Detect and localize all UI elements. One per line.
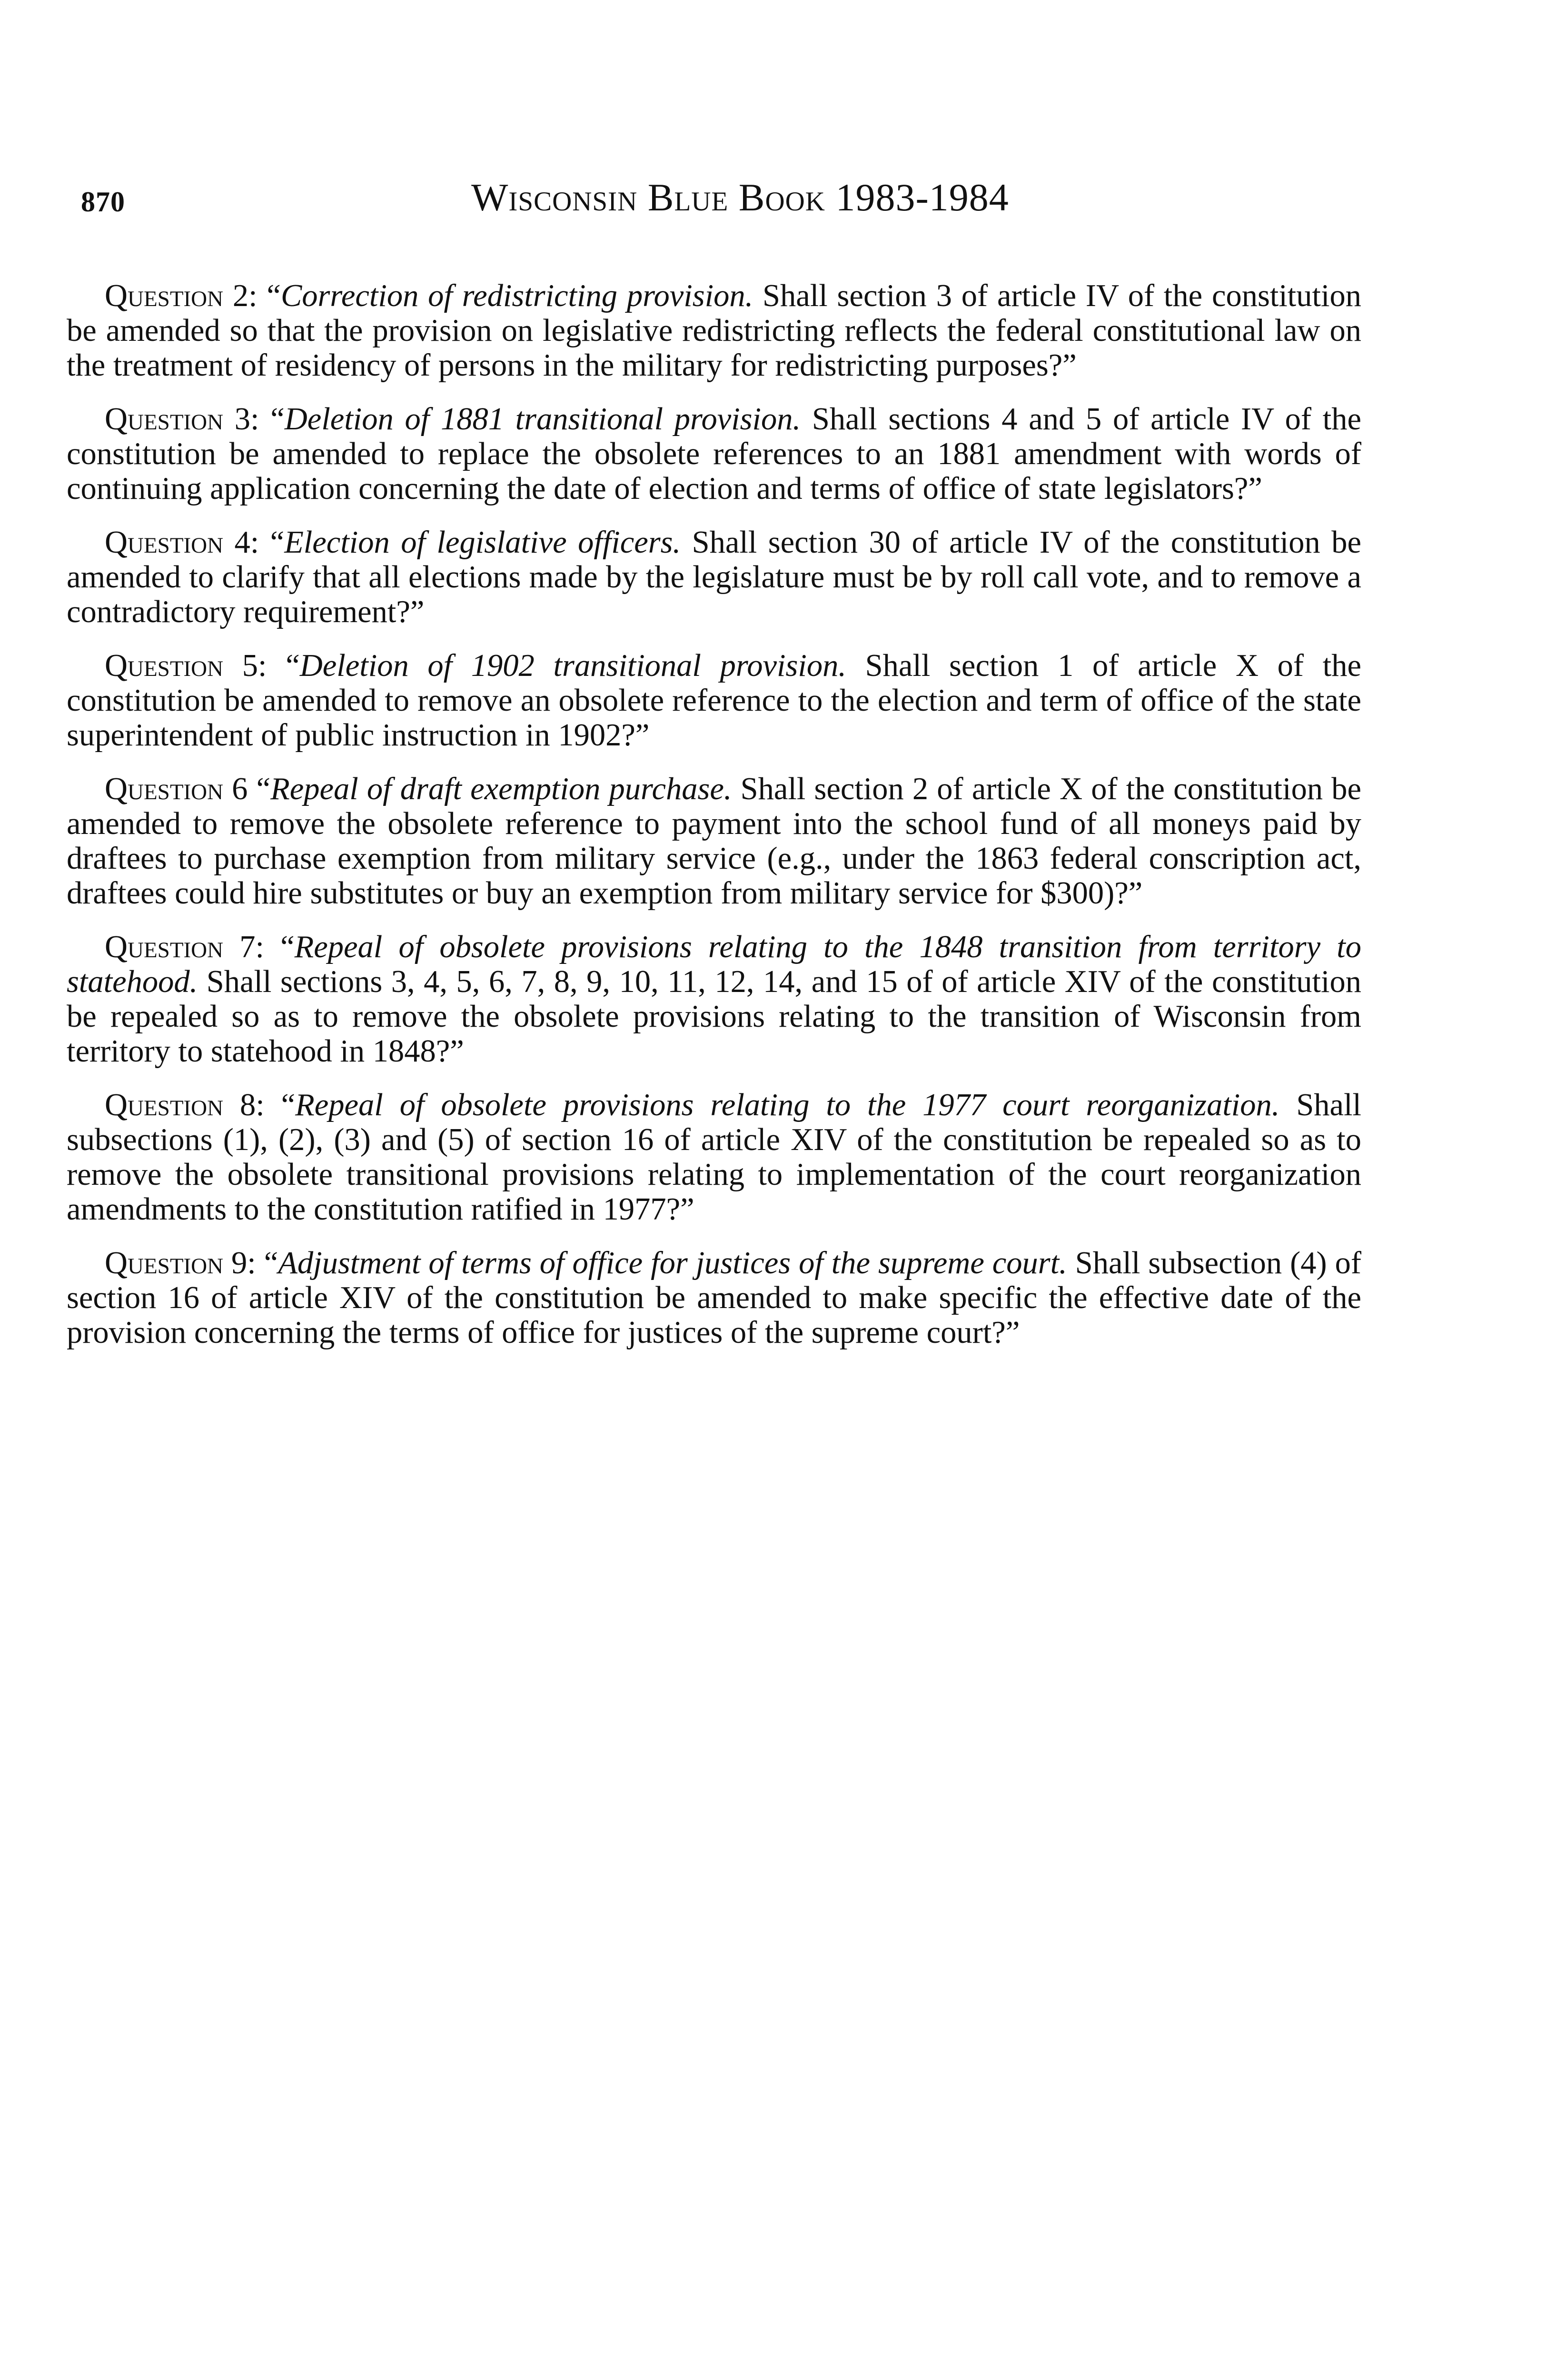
question-label: Question 8:: [105, 1088, 265, 1122]
ballot-questions: [67, 278, 1361, 1350]
question-title: Adjustment of terms of office for justices of the supreme court.: [278, 1246, 1067, 1280]
question-9: [67, 1246, 1361, 1350]
question-text: Shall section 2 of article X of the constitution be amended to remove the obsolete reference to payment into the school fund of all moneys paid by draftees to purchase exemption from military service (e.g., under the 1863 federal conscription act, draftees could hire substitutes or buy an exemption from military service for $300)?”: [67, 772, 1362, 911]
question-text: Shall sections 4 and 5 of article IV of the constitution be amended to replace the obsolete references to an 1881 amendment with words of continuing application concerning the date of election and terms of office of state legislators?”: [67, 402, 1361, 506]
question-text: Shall sections 3, 4, 5, 6, 7, 8, 9, 10, 11, 12, 14, and 15 of of article XIV of the constitution be repealed so as to remove the obsolete provisions relating to the transition of Wisconsin from territory to statehood in 1848?”: [67, 964, 1361, 1069]
question-7: [67, 930, 1361, 1069]
question-label: Question 7:: [105, 930, 264, 964]
question-title: Deletion of 1902 transitional provision.: [299, 648, 846, 683]
question-label: Question 4:: [105, 525, 259, 560]
question-3: [67, 402, 1361, 506]
question-label: Question 2:: [105, 278, 258, 313]
question-5: [67, 648, 1361, 753]
page-header: [0, 175, 1546, 232]
question-text: Shall section 30 of article IV of the constitution be amended to clarify that all elections made by the legislature must be by roll call vote, and to remove a contradictory requirement?”: [67, 525, 1361, 629]
open-quote: “: [267, 278, 281, 313]
question-8: [67, 1088, 1361, 1227]
question-label: Question 9:: [105, 1246, 256, 1280]
question-text: Shall section 3 of article IV of the constitution be amended so that the provision on legislative redistricting reflects the federal constitutional law on the treatment of residency of persons in the military for redistricting purposes?”: [67, 278, 1361, 383]
question-label: Question 3:: [105, 402, 259, 436]
question-text: Shall section 1 of article X of the constitution be amended to remove an obsolete reference to the election and term of office of the state superintendent of public instruction in 1902?”: [67, 648, 1361, 753]
question-label: Question 5:: [105, 648, 267, 683]
question-title: Correction of redistricting provision.: [280, 278, 753, 313]
question-4: [67, 525, 1361, 629]
running-title: Wisconsin Blue Book 1983-1984: [471, 176, 1009, 219]
open-quote: “: [280, 930, 295, 964]
open-quote: “: [270, 525, 285, 560]
open-quote: “: [286, 648, 300, 683]
question-title: Election of legislative officers.: [284, 525, 681, 560]
question-label: Question 6: [105, 772, 248, 806]
question-text: Shall subsection (4) of section 16 of article XIV of the constitution be amended to make specific the effective date of the provision concerning the terms of office for justices of the supreme court?”: [67, 1246, 1361, 1350]
question-title: Repeal of obsolete provisions relating to the 1977 court reorganization.: [295, 1088, 1280, 1122]
question-2: [67, 278, 1361, 383]
open-quote: “: [256, 772, 271, 806]
question-title: Repeal of obsolete provisions relating to the 1848 transition from territory to statehood.: [67, 930, 1361, 999]
page-number: 870: [81, 186, 125, 218]
open-quote: “: [270, 402, 285, 436]
question-title: Repeal of draft exemption purchase.: [270, 772, 732, 806]
open-quote: “: [264, 1246, 278, 1280]
question-6: [67, 772, 1361, 911]
question-title: Deletion of 1881 transitional provision.: [284, 402, 801, 436]
question-text: Shall subsections (1), (2), (3) and (5) of section 16 of article XIV of the constitution be repealed so as to remove the obsolete transitional provisions relating to implementation of the court reorganization amendments to the constitution ratified in 1977?”: [67, 1088, 1362, 1227]
open-quote: “: [281, 1088, 296, 1122]
